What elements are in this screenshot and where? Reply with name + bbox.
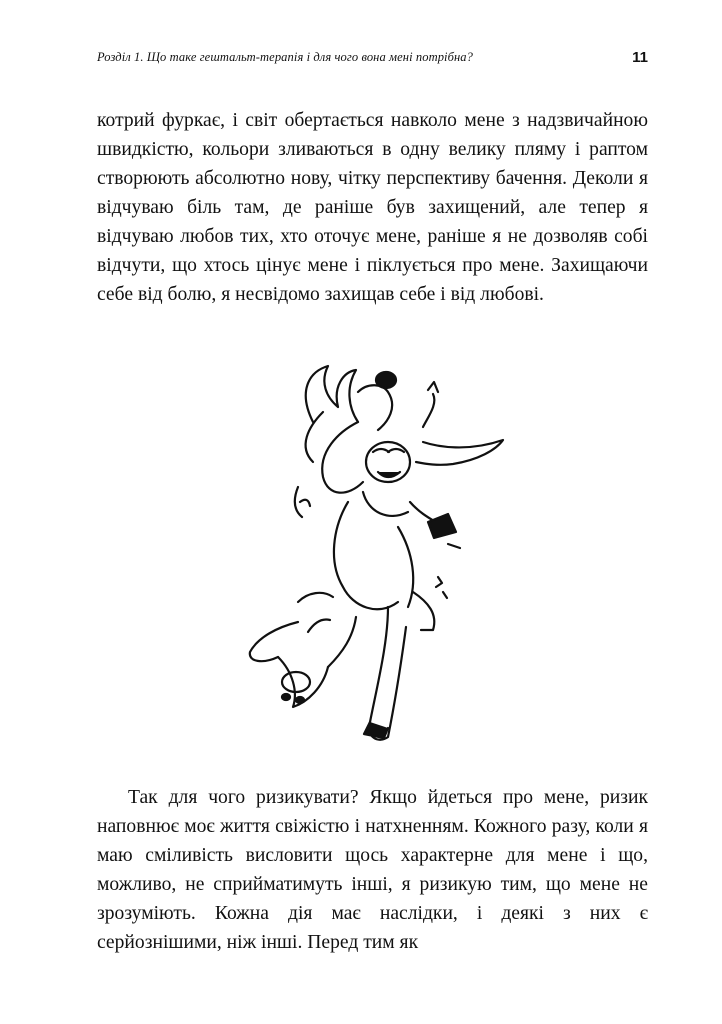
body-paragraph-2: Так для чого ризикувати? Якщо йдеться про мене, ризик наповнює моє життя свіжістю і натхненням. Кожного разу, коли я маю сміливість висловити щось характерне для мене і що, можливо, не сприйматимуть інші, я ризикую тим, що мене не зрозуміють. Кожна дія має наслідки, і деякі з них є серйознішими, ніж інші. Перед тим як [97, 787, 648, 953]
bucking-horse-rider-illustration [238, 352, 528, 762]
body-paragraph-1: котрий фуркає, і світ обертається навколо мене з надзвичайною швидкістю, кольори зливаються в одну велику пляму і раптом створюють абсолютно нову, чітку перспективу бачення. Деколи я відчуваю біль там, де раніше був захищений, але тепер я відчуваю любов тих, хто оточує мене, раніше я не дозволяв собі відчути, що хтось цінує мене і піклується про мене. Захищаючи себе від болю, я несвідомо захищав себе і від любові. [97, 110, 648, 305]
page-number: 11 [632, 49, 648, 66]
running-header: Розділ 1. Що таке гештальт-терапія і для чого вона мені потрібна? [97, 50, 474, 64]
